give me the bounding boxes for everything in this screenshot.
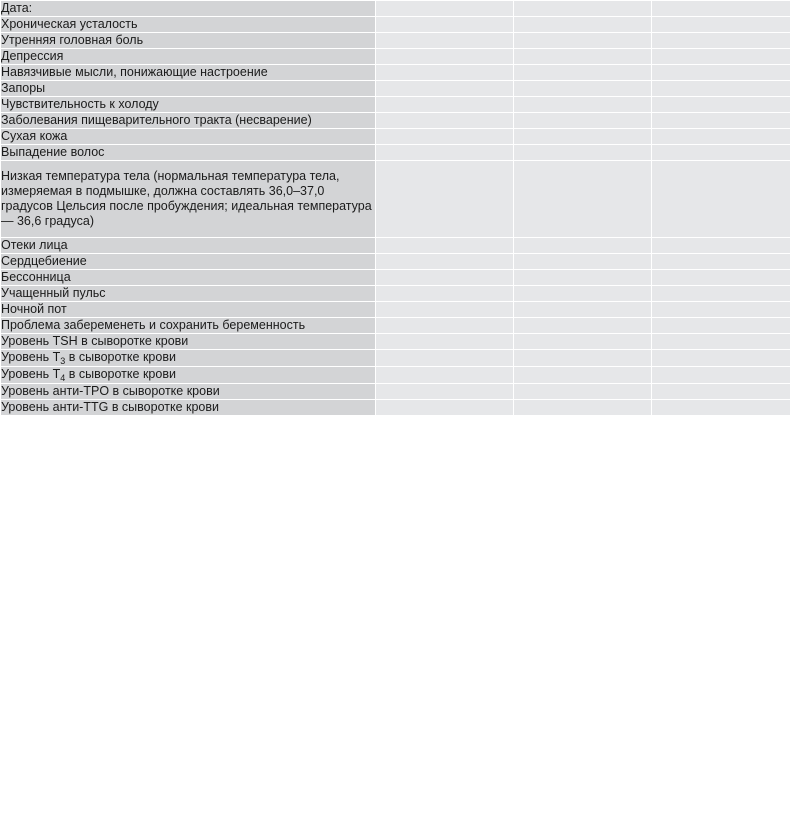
row-label-cell xyxy=(1,367,376,384)
row-label-cell xyxy=(1,129,376,145)
table-row xyxy=(1,1,790,17)
row-label: Утренняя головная боль xyxy=(1,33,144,47)
row-label-cell xyxy=(1,33,376,49)
entry-cell[interactable] xyxy=(514,81,652,97)
entry-cell[interactable] xyxy=(514,350,652,367)
table-row xyxy=(1,97,790,113)
entry-cell[interactable] xyxy=(514,1,652,17)
row-label: Заболевания пищеварительного тракта (несварение) xyxy=(1,113,312,127)
entry-cell[interactable] xyxy=(514,334,652,350)
entry-cell[interactable] xyxy=(652,49,790,65)
entry-cell[interactable] xyxy=(514,367,652,384)
row-label: Дата: xyxy=(1,1,33,15)
table-row xyxy=(1,145,790,161)
table-row xyxy=(1,49,790,65)
row-label-cell xyxy=(1,334,376,350)
row-label: Уровень TSH в сыворотке крови xyxy=(1,334,189,348)
row-label-cell xyxy=(1,238,376,254)
entry-cell[interactable] xyxy=(652,286,790,302)
entry-cell[interactable] xyxy=(514,254,652,270)
entry-cell[interactable] xyxy=(652,113,790,129)
entry-cell[interactable] xyxy=(376,238,514,254)
entry-cell[interactable] xyxy=(376,254,514,270)
row-label-cell xyxy=(1,97,376,113)
entry-cell[interactable] xyxy=(514,145,652,161)
entry-cell[interactable] xyxy=(652,161,790,238)
row-label: Уровень анти-TPO в сыворотке крови xyxy=(1,384,220,398)
entry-cell[interactable] xyxy=(376,17,514,33)
entry-cell[interactable] xyxy=(376,400,514,416)
table-row xyxy=(1,33,790,49)
entry-cell[interactable] xyxy=(652,400,790,416)
entry-cell[interactable] xyxy=(376,81,514,97)
table-row xyxy=(1,400,790,416)
row-label: Хроническая усталость xyxy=(1,17,138,31)
table-row xyxy=(1,334,790,350)
entry-cell[interactable] xyxy=(514,238,652,254)
entry-cell[interactable] xyxy=(514,49,652,65)
entry-cell[interactable] xyxy=(376,33,514,49)
table-row xyxy=(1,129,790,145)
symptom-tracking-table xyxy=(0,0,790,416)
table-body xyxy=(1,1,790,416)
row-label-cell xyxy=(1,400,376,416)
entry-cell[interactable] xyxy=(652,17,790,33)
entry-cell[interactable] xyxy=(514,270,652,286)
entry-cell[interactable] xyxy=(514,384,652,400)
entry-cell[interactable] xyxy=(652,129,790,145)
entry-cell[interactable] xyxy=(514,97,652,113)
entry-cell[interactable] xyxy=(376,270,514,286)
entry-cell[interactable] xyxy=(376,367,514,384)
row-label-cell xyxy=(1,270,376,286)
table-row xyxy=(1,238,790,254)
entry-cell[interactable] xyxy=(652,238,790,254)
table-row xyxy=(1,270,790,286)
row-label-cell xyxy=(1,65,376,81)
entry-cell[interactable] xyxy=(652,145,790,161)
row-label: Чувствительность к холоду xyxy=(1,97,159,111)
entry-cell[interactable] xyxy=(514,302,652,318)
entry-cell[interactable] xyxy=(652,334,790,350)
table-row xyxy=(1,81,790,97)
entry-cell[interactable] xyxy=(376,49,514,65)
entry-cell[interactable] xyxy=(652,318,790,334)
table-row xyxy=(1,286,790,302)
row-label-cell xyxy=(1,318,376,334)
row-label-cell xyxy=(1,254,376,270)
row-label-cell xyxy=(1,384,376,400)
table-row xyxy=(1,65,790,81)
entry-cell[interactable] xyxy=(376,334,514,350)
entry-cell[interactable] xyxy=(514,129,652,145)
table-row xyxy=(1,350,790,367)
entry-cell[interactable] xyxy=(376,129,514,145)
row-label: Проблема забеременеть и сохранить беременность xyxy=(1,318,306,332)
table-row xyxy=(1,318,790,334)
entry-cell[interactable] xyxy=(376,65,514,81)
row-label: Бессонница xyxy=(1,270,71,284)
row-label: Сердцебиение xyxy=(1,254,87,268)
table-row xyxy=(1,161,790,238)
table-row xyxy=(1,367,790,384)
entry-cell[interactable] xyxy=(376,302,514,318)
entry-cell[interactable] xyxy=(376,318,514,334)
entry-cell[interactable] xyxy=(652,97,790,113)
row-label-cell xyxy=(1,49,376,65)
row-label-cell xyxy=(1,81,376,97)
row-label: Выпадение волос xyxy=(1,145,105,159)
row-label-cell xyxy=(1,286,376,302)
entry-cell[interactable] xyxy=(514,161,652,238)
row-label: Уровень анти-TTG в сыворотке крови xyxy=(1,400,219,414)
entry-cell[interactable] xyxy=(652,384,790,400)
row-label-cell xyxy=(1,145,376,161)
row-label: Сухая кожа xyxy=(1,129,68,143)
entry-cell[interactable] xyxy=(652,33,790,49)
row-label: Навязчивые мысли, понижающие настроение xyxy=(1,65,268,79)
entry-cell[interactable] xyxy=(514,65,652,81)
entry-cell[interactable] xyxy=(376,97,514,113)
row-label-cell xyxy=(1,350,376,367)
entry-cell[interactable] xyxy=(376,161,514,238)
row-label-cell xyxy=(1,113,376,129)
entry-cell[interactable] xyxy=(514,400,652,416)
entry-cell[interactable] xyxy=(376,1,514,17)
table-row xyxy=(1,17,790,33)
entry-cell[interactable] xyxy=(652,367,790,384)
entry-cell[interactable] xyxy=(514,17,652,33)
row-label: Отеки лица xyxy=(1,238,68,252)
entry-cell[interactable] xyxy=(652,254,790,270)
table-row xyxy=(1,302,790,318)
row-label: Уровень $T_3$ в сыворотке крови xyxy=(1,350,176,366)
entry-cell[interactable] xyxy=(652,81,790,97)
row-label: Депрессия xyxy=(1,49,64,63)
entry-cell[interactable] xyxy=(514,286,652,302)
table-row xyxy=(1,254,790,270)
table-row xyxy=(1,384,790,400)
entry-cell[interactable] xyxy=(652,302,790,318)
row-label: Уровень $T_4$ в сыворотке крови xyxy=(1,367,176,383)
row-label: Учащенный пульс xyxy=(1,286,106,300)
entry-cell[interactable] xyxy=(376,113,514,129)
row-label: Ночной пот xyxy=(1,302,67,316)
row-label: Запоры xyxy=(1,81,46,95)
entry-cell[interactable] xyxy=(376,384,514,400)
entry-cell[interactable] xyxy=(376,350,514,367)
row-label-cell xyxy=(1,17,376,33)
entry-cell[interactable] xyxy=(376,145,514,161)
entry-cell[interactable] xyxy=(514,113,652,129)
row-label-cell xyxy=(1,302,376,318)
entry-cell[interactable] xyxy=(652,1,790,17)
entry-cell[interactable] xyxy=(376,286,514,302)
entry-cell[interactable] xyxy=(652,270,790,286)
row-label-cell xyxy=(1,1,376,17)
entry-cell[interactable] xyxy=(514,33,652,49)
entry-cell[interactable] xyxy=(652,65,790,81)
row-label: Низкая температура тела (нормальная температура тела, измеряемая в подмышке, должна составлять 36,0–37,0 градусов Цельсия после пробуждения; идеальная температура — 36,6 градуса) xyxy=(1,169,372,228)
entry-cell[interactable] xyxy=(514,318,652,334)
table-row xyxy=(1,113,790,129)
row-label-cell xyxy=(1,161,376,238)
entry-cell[interactable] xyxy=(652,350,790,367)
